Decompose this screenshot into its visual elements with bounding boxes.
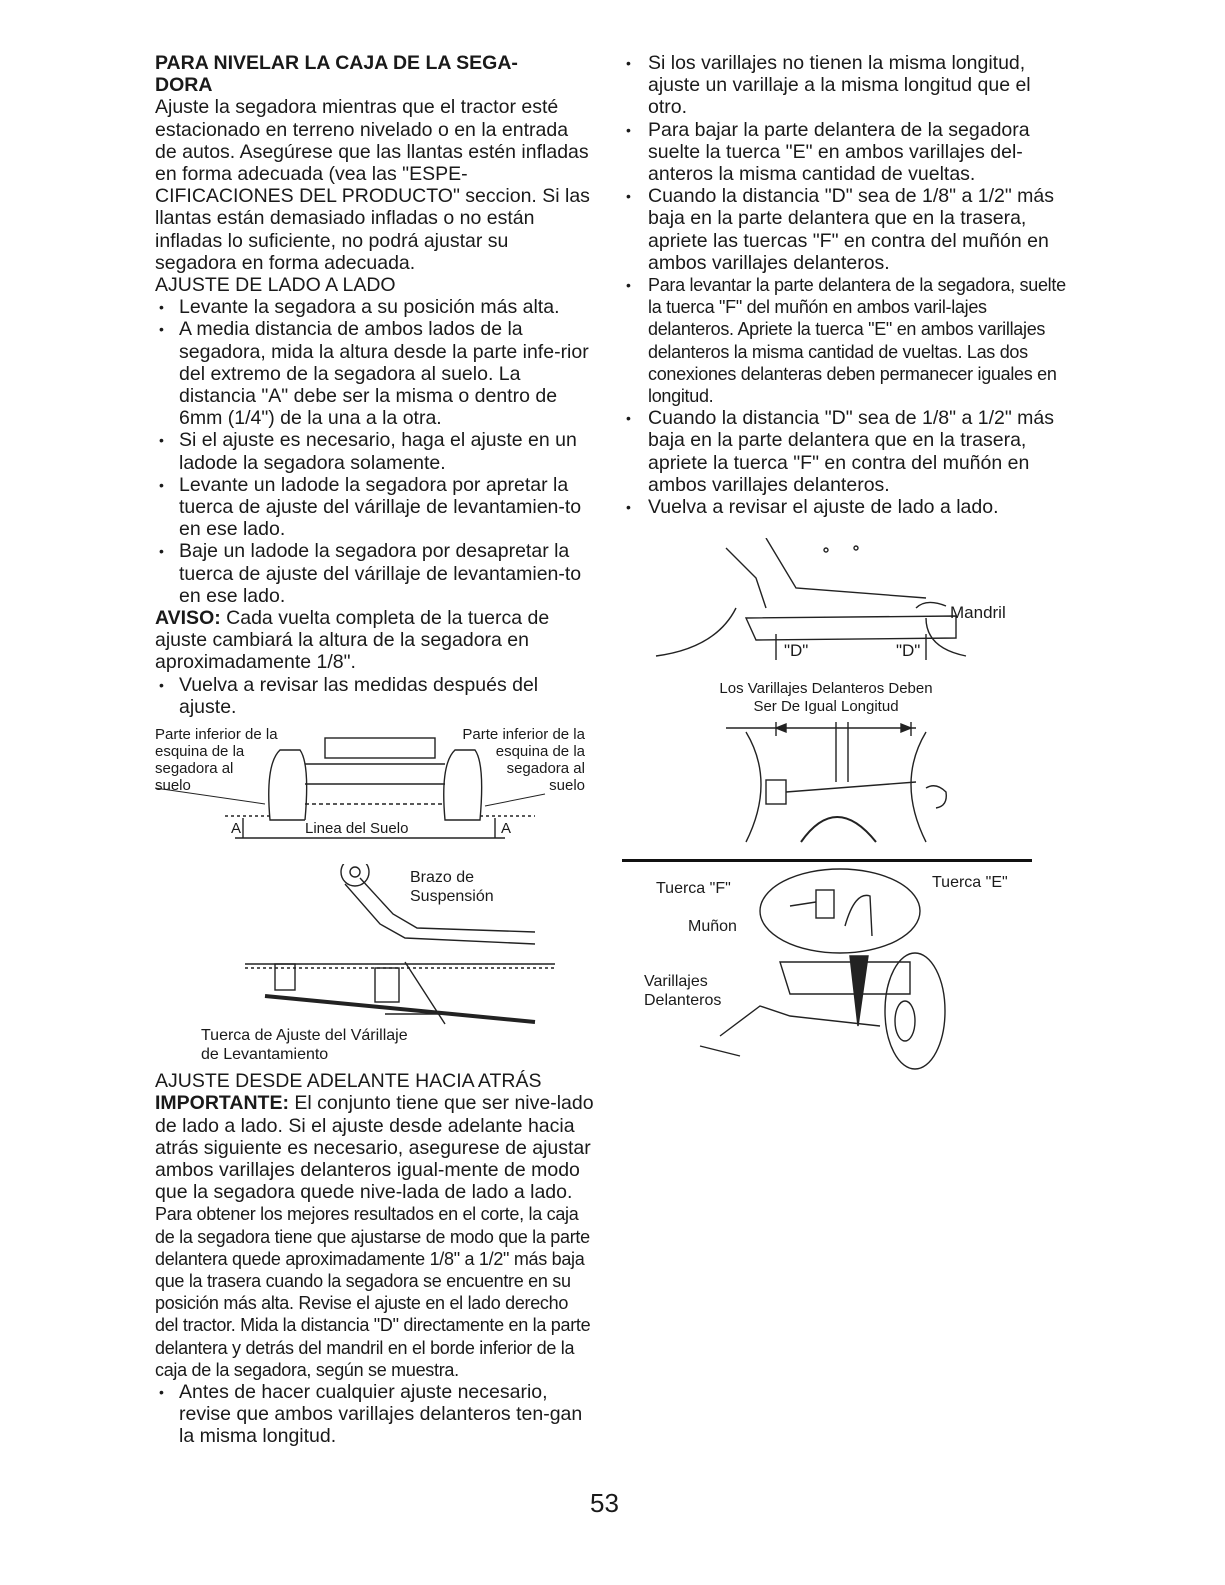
links-label: Varillajes Delanteros — [644, 973, 722, 1009]
nut-f-label: Tuerca "F" — [656, 880, 731, 897]
figure-suspension-arm — [155, 864, 595, 1064]
list-item: • Para bajar la parte delantera de la segadora suelte la tuerca "E" en ambos varillajes del-anteros la misma cantidad de vueltas. — [626, 119, 1066, 186]
front-back-heading: AJUSTE DESDE ADELANTE HACIA ATRÁS — [155, 1070, 542, 1093]
figure-mandril-distance — [626, 538, 1066, 678]
notice-label: AVISO: — [155, 607, 221, 630]
label-left-corner: Parte inferior de la esquina de la segadora al suelo — [155, 726, 278, 795]
notice-list — [155, 674, 595, 718]
side-to-side-heading: AJUSTE DE LADO A LADO — [155, 274, 396, 297]
notice-paragraph — [155, 607, 595, 674]
front-back-list — [626, 52, 1066, 518]
important-paragraph — [155, 1092, 595, 1203]
figure-nut-detail — [640, 866, 1008, 1076]
suspension-arm-label: Brazo de Suspensión — [410, 869, 494, 906]
trunnion-label: Muñon — [688, 918, 737, 935]
right-column — [626, 52, 1066, 852]
divider-rule — [622, 859, 1032, 862]
links-caption: Los Varillajes Delanteros Deben Ser De Igual Longitud — [719, 680, 933, 716]
dimension-a-left: A — [231, 820, 242, 838]
nut-detail-illustration — [640, 866, 970, 1076]
list-item: • Cuando la distancia "D" sea de 1/8" a 1/2" más baja en la parte delantera que en la trasera, apriete las tuercas "F" en contra del muñón en ambos varillajes delanteros. — [626, 185, 1066, 274]
left-column — [155, 52, 595, 1448]
list-item: • Levante un ladode la segadora por apretar la tuerca de ajuste del várillaje de levantamien-to en ese lado. — [155, 474, 595, 541]
list-item: • Si el ajuste es necesario, haga el ajuste en un ladode la segadora solamente. — [155, 429, 595, 473]
intro-paragraph: Ajuste la segadora mientras que el tractor esté estacionado en terreno nivelado o en la entrada de autos. Asegúrese que las llantas estén infladas en forma adecuada (vea las "ESPE-CIFICACIONES DEL PRODUCTO" seccion. Si las llantas están demasiado infladas o no están infladas lo suficiente, no podrá ajustar su segadora en forma adecuada. — [155, 96, 590, 274]
figure-mower-level — [155, 724, 595, 842]
distance-d-right: "D" — [896, 641, 921, 661]
mandril-label: Mandril — [950, 603, 1006, 623]
list-item: • Vuelva a revisar las medidas después del ajuste. — [155, 674, 595, 718]
final-list — [155, 1381, 595, 1448]
list-item: • A media distancia de ambos lados de la segadora, mida la altura desde la parte infe-rior del extremo de la segadora al suelo. La distancia "A" debe ser la misma o dentro de 6mm (1/4") de la una a la otra. — [155, 318, 595, 429]
list-item: • Antes de hacer cualquier ajuste necesario, revise que ambos varillajes delanteros ten-gan la misma longitud. — [155, 1381, 595, 1448]
distance-d-left: "D" — [784, 641, 809, 661]
important-label: IMPORTANTE: — [155, 1092, 289, 1115]
adjust-nut-label: Tuerca de Ajuste del Várillaje de Levantamiento — [201, 1027, 408, 1064]
side-to-side-list — [155, 296, 595, 607]
figure-links-equal — [626, 722, 1066, 852]
ground-line-label: Linea del Suelo — [305, 820, 409, 838]
label-right-corner: Parte inferior de la esquina de la segadora al suelo — [462, 726, 585, 795]
list-item: • Para levantar la parte delantera de la segadora, suelte la tuerca "F" del muñón en ambos varil-lajes delanteros. Apriete la tuerca "E" en ambos varillajes delanteros la misma cantidad de vueltas. Las dos conexiones delanteras deben permanecer iguales en longitud. — [626, 274, 1066, 407]
nut-e-label: Tuerca "E" — [932, 874, 1008, 891]
results-paragraph: Para obtener los mejores resultados en el corte, la caja de la segadora tiene que ajustarse de modo que la parte delantera quede aproximadamente 1/8" a 1/2" más baja que la trasera cuando la segadora se encuentre en su posición más alta. Revise el ajuste en el lado derecho del tractor. Mida la distancia "D" directamente en la parte delantera y detrás del mandril en el borde inferior de la caja de la segadora, según se muestra. — [155, 1204, 591, 1380]
page-number: 53 — [590, 1488, 619, 1518]
dimension-a-right: A — [501, 820, 512, 838]
list-item: • Si los varillajes no tienen la misma longitud, ajuste un varillaje a la misma longitud que el otro. — [626, 52, 1066, 119]
list-item: • Baje un ladode la segadora por desapretar la tuerca de ajuste del várillaje de levantamien-to en ese lado. — [155, 540, 595, 607]
list-item: • Vuelva a revisar el ajuste de lado a lado. — [626, 496, 1066, 518]
links-illustration — [626, 722, 1066, 852]
important-text: El conjunto tiene que ser nive-lado de lado a lado. Si el ajuste desde adelante hacia atrás siguiente es necesario, asegurese de ajustar ambos varillajes delanteros igual-mente de modo que la segadora quede nive-lada de lado a lado. — [155, 1092, 594, 1204]
section-heading: PARA NIVELAR LA CAJA DE LA SEGA- DORA — [155, 52, 518, 97]
list-item: • Levante la segadora a su posición más alta. — [155, 296, 595, 318]
list-item: • Cuando la distancia "D" sea de 1/8" a 1/2" más baja en la parte delantera que en la trasera, apriete la tuerca "F" en contra del muñón en ambos varillajes delanteros. — [626, 407, 1066, 496]
notice-text: Cada vuelta completa de la tuerca de ajuste cambiará la altura de la segadora en aproximadamente 1/8". — [155, 607, 550, 674]
